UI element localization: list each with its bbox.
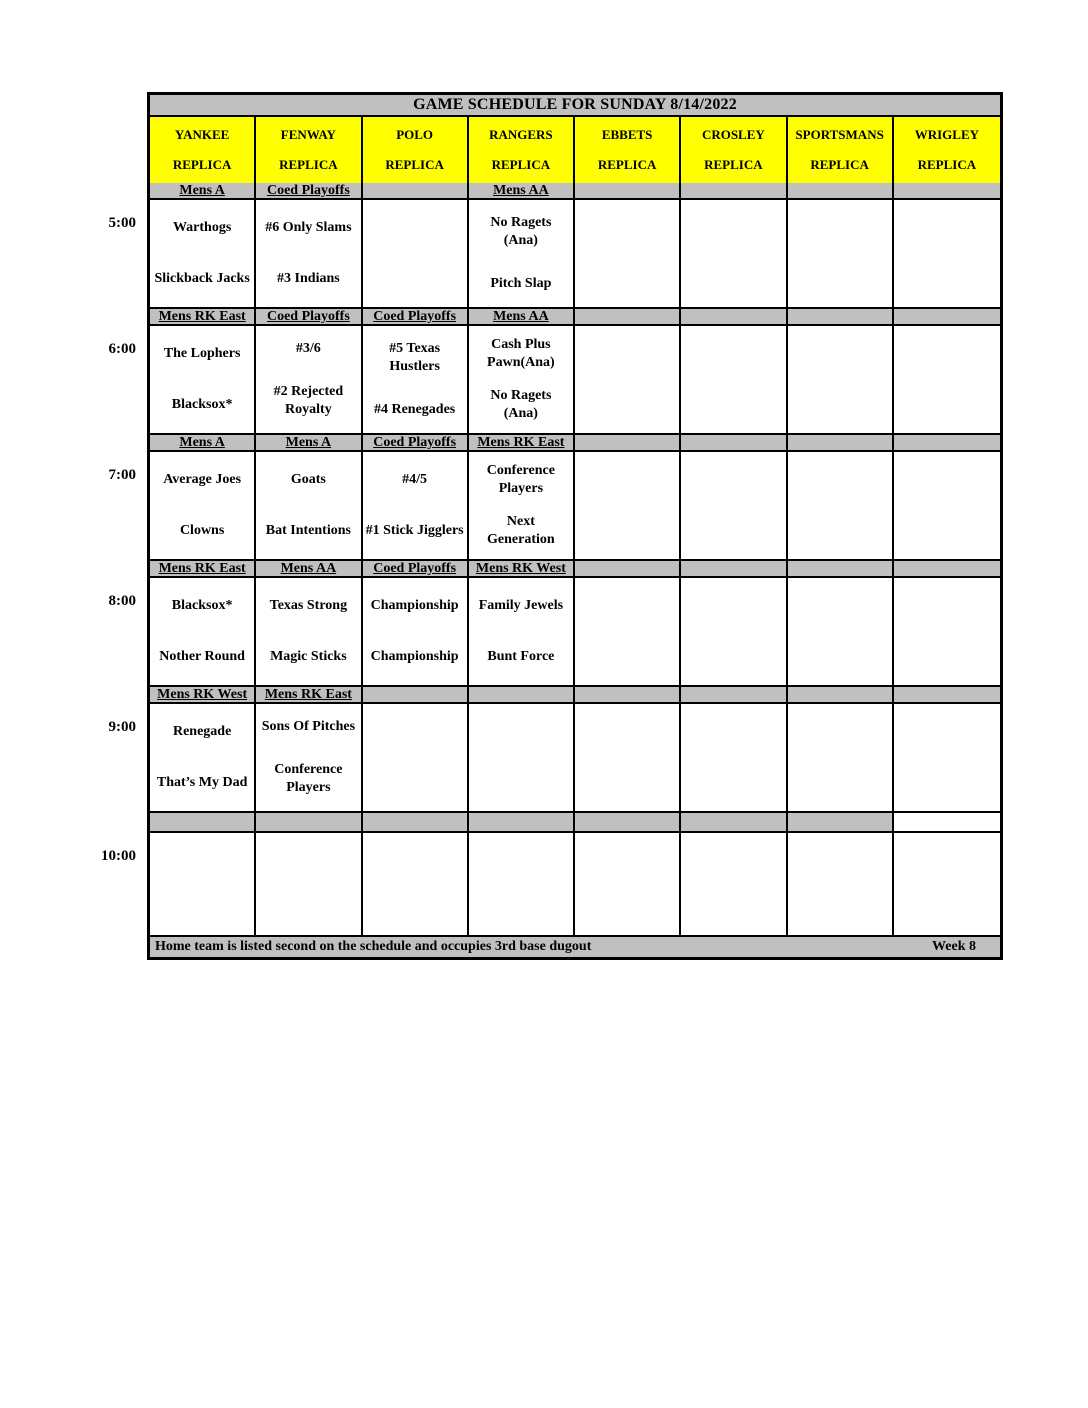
away-team: Cash Plus Pawn(Ana) xyxy=(487,336,555,370)
division-cell xyxy=(575,435,681,452)
away-team: Texas Strong xyxy=(269,597,348,613)
matchup-cell xyxy=(150,326,256,435)
field-name: YANKEE xyxy=(174,127,230,142)
home-team: Bunt Force xyxy=(487,649,555,665)
home-team: Blacksox* xyxy=(171,397,233,413)
matchup-cell xyxy=(575,326,681,435)
division-cell: Coed Playoffs xyxy=(363,435,469,452)
matchup-cell xyxy=(788,200,894,309)
matchup-cell xyxy=(363,578,469,687)
division-cell xyxy=(788,813,894,833)
footer-bar xyxy=(150,937,1000,957)
matchup-cell xyxy=(575,200,681,309)
matchup-cell xyxy=(469,200,575,309)
division-cell xyxy=(681,183,787,200)
field-name: WRIGLEY xyxy=(914,127,980,142)
away-team: #3/6 xyxy=(295,341,321,357)
field-header-polo xyxy=(363,117,469,183)
division-cell: Mens AA xyxy=(256,561,362,578)
matchup-cell xyxy=(575,578,681,687)
matchup-cell xyxy=(256,833,362,937)
matchup-cell xyxy=(894,833,1000,937)
field-name: RANGERS xyxy=(489,127,553,142)
away-team: Family Jewels xyxy=(478,597,564,613)
division-cell: Coed Playoffs xyxy=(363,309,469,326)
matchup-cell xyxy=(256,200,362,309)
division-cell: Mens RK East xyxy=(150,309,256,326)
footer-note: Home team is listed second on the schedule and occupies 3rd base dugout xyxy=(155,939,592,954)
home-team: Slickback Jacks xyxy=(154,271,250,287)
division-cell xyxy=(681,813,787,833)
away-team: #4/5 xyxy=(402,471,428,487)
division-cell xyxy=(363,687,469,704)
home-team: Next Generation xyxy=(487,514,555,548)
matchup-cell xyxy=(681,200,787,309)
division-cell xyxy=(894,435,1000,452)
away-team: Sons Of Pitches xyxy=(261,719,356,735)
time-label: 5:00 xyxy=(108,215,136,231)
matchup-cell xyxy=(363,200,469,309)
division-cell: Mens A xyxy=(256,435,362,452)
schedule-sheet xyxy=(147,92,1003,960)
matchup-cell xyxy=(788,326,894,435)
division-cell: Coed Playoffs xyxy=(256,309,362,326)
division-cell xyxy=(469,687,575,704)
division-cell xyxy=(681,687,787,704)
home-team: Pitch Slap xyxy=(490,275,552,291)
time-label: 10:00 xyxy=(101,848,136,864)
field-name: FENWAY xyxy=(280,127,336,142)
division-cell xyxy=(150,813,256,833)
division-cell xyxy=(788,435,894,452)
matchup-cell xyxy=(469,833,575,937)
matchup-cell xyxy=(894,200,1000,309)
division-cell xyxy=(894,309,1000,326)
field-suffix: REPLICA xyxy=(491,157,551,172)
away-team: #6 Only Slams xyxy=(265,219,352,235)
matchup-cell xyxy=(575,833,681,937)
away-team: #5 Texas Hustlers xyxy=(389,341,441,375)
away-team: Blacksox* xyxy=(171,597,233,613)
division-cell xyxy=(788,183,894,200)
field-header-fenway xyxy=(256,117,362,183)
away-team: No Ragets (Ana) xyxy=(490,215,552,249)
matchup-cell xyxy=(788,704,894,813)
home-team: Clowns xyxy=(179,523,225,539)
matchup-cell xyxy=(150,452,256,561)
division-cell: Coed Playoffs xyxy=(363,561,469,578)
field-name: CROSLEY xyxy=(701,127,765,142)
division-cell xyxy=(681,435,787,452)
matchup-cell xyxy=(256,452,362,561)
away-team: Conference Players xyxy=(486,462,555,496)
matchup-cell xyxy=(256,326,362,435)
matchup-cell xyxy=(363,452,469,561)
time-label: 6:00 xyxy=(108,341,136,357)
away-team: Average Joes xyxy=(163,471,242,487)
matchup-cell xyxy=(256,578,362,687)
home-team: Nother Round xyxy=(159,649,245,665)
matchup-cell xyxy=(363,833,469,937)
matchup-cell xyxy=(894,452,1000,561)
field-suffix: REPLICA xyxy=(597,157,657,172)
week-label: Week 8 xyxy=(932,939,976,954)
home-team: #4 Renegades xyxy=(373,401,456,417)
time-label: 8:00 xyxy=(108,593,136,609)
matchup-cell xyxy=(894,578,1000,687)
division-cell xyxy=(788,687,894,704)
division-cell xyxy=(575,183,681,200)
field-name: EBBETS xyxy=(601,127,653,142)
matchup-cell xyxy=(681,704,787,813)
division-cell xyxy=(894,813,1000,833)
division-cell: Mens AA xyxy=(469,309,575,326)
division-cell xyxy=(788,561,894,578)
division-cell xyxy=(894,183,1000,200)
matchup-cell xyxy=(681,452,787,561)
matchup-cell xyxy=(681,833,787,937)
away-team: Renegade xyxy=(172,723,232,739)
matchup-cell xyxy=(469,452,575,561)
field-name: SPORTSMANS xyxy=(795,127,884,142)
time-label: 7:00 xyxy=(108,467,136,483)
field-suffix: REPLICA xyxy=(810,157,869,172)
division-cell xyxy=(788,309,894,326)
schedule-title: GAME SCHEDULE FOR SUNDAY 8/14/2022 xyxy=(150,95,1000,117)
matchup-cell xyxy=(469,704,575,813)
division-cell: Mens RK East xyxy=(256,687,362,704)
division-cell xyxy=(575,561,681,578)
division-cell: Mens RK West xyxy=(150,687,256,704)
home-team: Bat Intentions xyxy=(265,523,351,539)
division-cell xyxy=(575,309,681,326)
division-cell: Mens A xyxy=(150,435,256,452)
division-cell: Mens A xyxy=(150,183,256,200)
matchup-cell xyxy=(788,833,894,937)
field-suffix: REPLICA xyxy=(172,157,232,172)
field-header-crosley xyxy=(681,117,787,183)
division-cell xyxy=(363,183,469,200)
matchup-cell xyxy=(256,704,362,813)
matchup-cell xyxy=(575,452,681,561)
time-label: 9:00 xyxy=(108,719,136,735)
matchup-cell xyxy=(363,326,469,435)
matchup-cell xyxy=(150,200,256,309)
division-cell xyxy=(363,813,469,833)
division-cell: Mens AA xyxy=(469,183,575,200)
division-cell xyxy=(575,687,681,704)
home-team: #1 Stick Jigglers xyxy=(365,523,464,539)
home-team: No Ragets (Ana) xyxy=(490,388,552,422)
matchup-cell xyxy=(363,704,469,813)
division-cell: Mens RK East xyxy=(150,561,256,578)
division-cell xyxy=(256,813,362,833)
matchup-cell xyxy=(150,578,256,687)
matchup-cell xyxy=(469,578,575,687)
field-header-rangers xyxy=(469,117,575,183)
division-cell xyxy=(894,687,1000,704)
home-team: Conference Players xyxy=(274,761,343,795)
field-suffix: REPLICA xyxy=(704,157,763,172)
field-header-wrigley xyxy=(894,117,1000,183)
field-header-sportsmans xyxy=(788,117,894,183)
matchup-cell xyxy=(894,704,1000,813)
division-cell xyxy=(681,309,787,326)
division-cell xyxy=(681,561,787,578)
home-team: #3 Indians xyxy=(277,271,340,287)
home-team: Championship xyxy=(370,649,459,665)
matchup-cell xyxy=(150,704,256,813)
home-team: That’s My Dad xyxy=(156,775,248,791)
division-cell xyxy=(575,813,681,833)
field-header-ebbets xyxy=(575,117,681,183)
matchup-cell xyxy=(150,833,256,937)
matchup-cell xyxy=(788,452,894,561)
field-header-yankee xyxy=(150,117,256,183)
field-name: POLO xyxy=(396,127,434,142)
matchup-cell xyxy=(681,326,787,435)
field-suffix: REPLICA xyxy=(385,157,444,172)
matchup-cell xyxy=(681,578,787,687)
matchup-cell xyxy=(894,326,1000,435)
home-team: Magic Sticks xyxy=(270,649,347,665)
division-cell: Mens RK East xyxy=(469,435,575,452)
away-team: Goats xyxy=(290,471,326,487)
matchup-cell xyxy=(575,704,681,813)
division-cell: Mens RK West xyxy=(469,561,575,578)
division-cell: Coed Playoffs xyxy=(256,183,362,200)
division-cell xyxy=(894,561,1000,578)
division-cell xyxy=(469,813,575,833)
away-team: The Lophers xyxy=(163,345,241,361)
field-suffix: REPLICA xyxy=(917,157,977,172)
field-suffix: REPLICA xyxy=(279,157,338,172)
away-team: Warthogs xyxy=(172,219,232,235)
matchup-cell xyxy=(788,578,894,687)
matchup-cell xyxy=(469,326,575,435)
away-team: Championship xyxy=(370,597,459,613)
home-team: #2 Rejected Royalty xyxy=(273,383,344,417)
